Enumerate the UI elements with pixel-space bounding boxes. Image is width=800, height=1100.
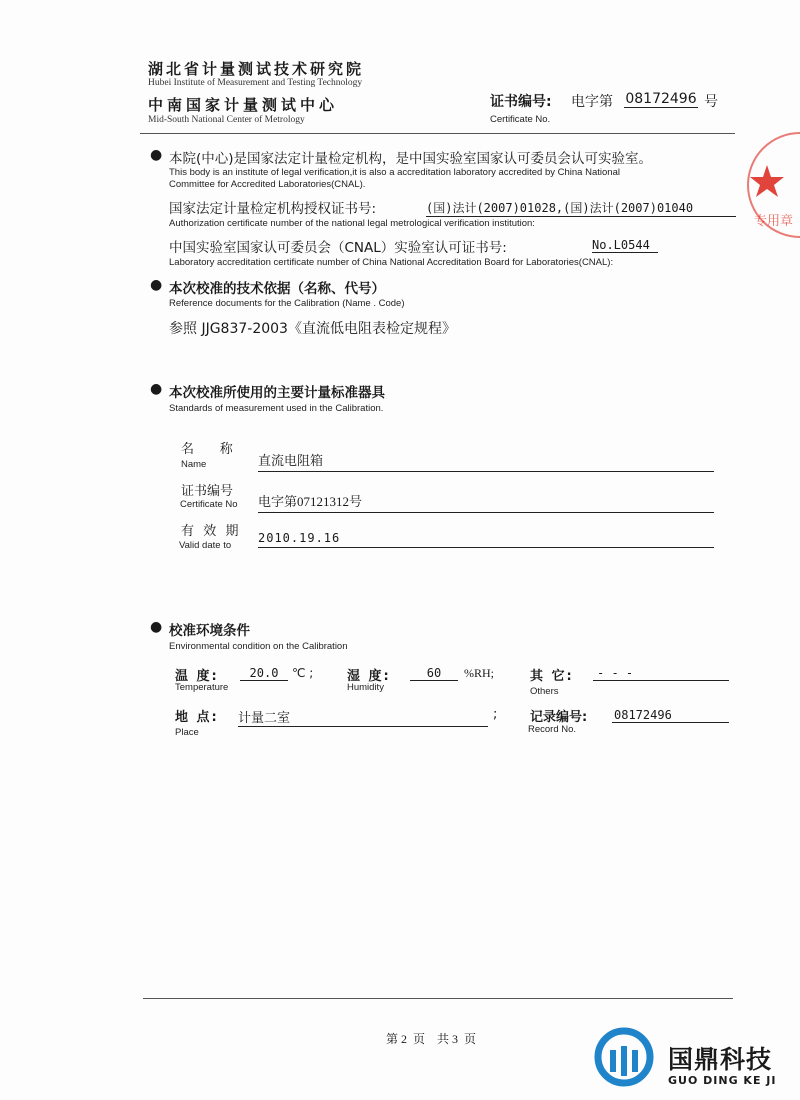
cnal-label-zh: 中国实验室国家认可委员会（CNAL）实验室认可证书号: xyxy=(169,240,507,256)
cert-no-label: 证书编号: xyxy=(490,94,552,110)
temp-label: 温 度: xyxy=(175,669,219,684)
bullet-icon: ● xyxy=(150,381,163,397)
std-valid-label: 有 效 期 xyxy=(181,523,242,538)
cnal-label-en: Laboratory accreditation certificate number of China National Accreditation Board for Laboratories(CNAL): xyxy=(169,257,614,268)
others-label-en: Others xyxy=(530,686,559,697)
humidity-value: 60 xyxy=(410,666,458,681)
cert-no-label-en: Certificate No. xyxy=(490,114,551,125)
brand-name-en: GUO DING KE JI xyxy=(668,1074,777,1087)
place-label-en: Place xyxy=(175,727,199,738)
official-seal xyxy=(740,125,800,255)
std-name-value: 直流电阻箱 xyxy=(258,450,714,472)
cert-no-suffix: 号 xyxy=(704,94,718,110)
bullet-icon: ● xyxy=(150,619,163,635)
section3-title-en: Standards of measurement used in the Calibration. xyxy=(169,403,384,414)
header-divider xyxy=(140,133,735,134)
others-label: 其 它: xyxy=(530,669,574,684)
footer-divider xyxy=(143,998,733,999)
section4-title: 校准环境条件 xyxy=(169,623,250,639)
record-label: 记录编号: xyxy=(530,710,588,725)
temp-label-en: Temperature xyxy=(175,682,229,693)
brand-logo-icon xyxy=(592,1022,656,1092)
page-number: 第 2 页 共 3 页 xyxy=(386,1032,477,1046)
std-certno-value: 电字第07121312号 xyxy=(258,491,714,513)
cert-no-prefix: 电字第 xyxy=(571,94,613,110)
center-name-en: Mid-South National Center of Metrology xyxy=(148,115,305,125)
auth-label-zh: 国家法定计量检定机构授权证书号: xyxy=(169,201,377,217)
auth-value: (国)法计(2007)01028,(国)法计(2007)01040 xyxy=(426,199,736,217)
temp-value: 20.0 xyxy=(240,666,288,681)
svg-text:专用章: 专用章 xyxy=(754,214,794,229)
humidity-label-en: Humidity xyxy=(347,682,384,693)
std-name-label: 名 称 xyxy=(181,441,237,456)
place-value: 计量二室 xyxy=(238,707,488,727)
bullet-icon: ● xyxy=(150,277,163,293)
section1-desc-en-1: This body is an institute of legal verification,it is also a accreditation laboratory accredited by China National xyxy=(169,167,620,178)
others-value: - - - xyxy=(593,666,729,681)
record-label-en: Record No. xyxy=(528,724,577,735)
reference-document: 参照 JJG837-2003《直流低电阻表检定规程》 xyxy=(169,321,456,337)
section1-desc-en-2: Committee for Accredited Laboratories(CNAL). xyxy=(169,179,366,190)
section2-title: 本次校准的技术依据（名称、代号） xyxy=(169,281,385,297)
section2-title-en: Reference documents for the Calibration (Name . Code) xyxy=(169,298,405,309)
cert-no-value: 08172496 xyxy=(625,91,697,107)
institute-name-en: Hubei Institute of Measurement and Testing Technology xyxy=(148,78,363,88)
std-valid-label-en: Valid date to xyxy=(179,540,232,551)
section1-title: 本院(中心)是国家法定计量检定机构，是中国实验室国家认可委员会认可实验室。 xyxy=(169,151,653,167)
std-name-label-en: Name xyxy=(181,459,207,470)
record-value: 08172496 xyxy=(612,708,729,723)
place-separator: ; xyxy=(493,707,498,722)
humidity-unit: %RH; xyxy=(464,666,494,680)
section3-title: 本次校准所使用的主要计量标准器具 xyxy=(169,385,385,401)
place-label: 地 点: xyxy=(175,710,219,725)
std-certno-label-en: Certificate No xyxy=(180,499,238,510)
auth-label-en: Authorization certificate number of the national legal metrological verification institution: xyxy=(169,218,535,229)
brand-name-zh: 国鼎科技 xyxy=(668,1045,773,1074)
humidity-label: 湿 度: xyxy=(347,669,391,684)
seal-star-icon xyxy=(750,165,784,197)
center-name-zh: 中南国家计量测试中心 xyxy=(148,96,339,114)
std-valid-value: 2010.19.16 xyxy=(258,531,714,548)
institute-name-zh: 湖北省计量测试技术研究院 xyxy=(148,60,365,78)
temp-unit: ℃ ; xyxy=(292,666,314,680)
section4-title-en: Environmental condition on the Calibration xyxy=(169,641,348,652)
cnal-value: No.L0544 xyxy=(592,238,658,253)
std-certno-label: 证书编号 xyxy=(181,483,234,498)
bullet-icon: ● xyxy=(150,147,163,163)
